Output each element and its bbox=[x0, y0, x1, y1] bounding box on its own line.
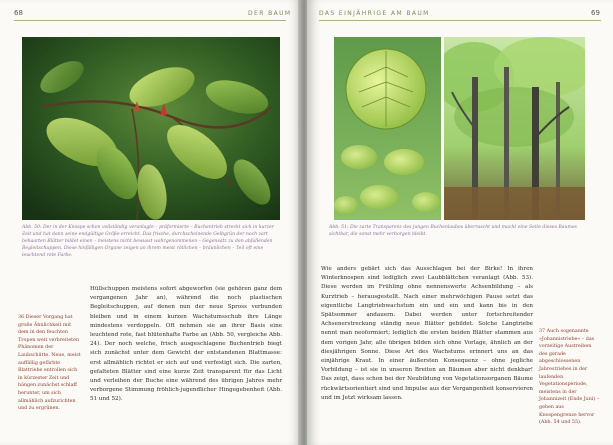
right-body-text bbox=[321, 265, 533, 403]
beech-forest-photo bbox=[444, 37, 585, 220]
right-page-number: 69 bbox=[591, 9, 600, 17]
left-body-paragraph: Hüllschuppen meistens sofort abgeworfen (sie gehören ganz dem vergangenen Jahr an), während die noch plastischen Begleitschuppen, auf denen nun der neue Spross verbunden bleiben und in einem kurzen Wachstumsschub ihre Länge mindestens verdoppeln. Oft nehmen sie an ihrer Basis eine leuchtend rote, fast blütenhafte Farbe an (Abb. 50, vergleiche Abb. 24). Der noch welche, frisch ausgeschlagene Buchentrieb biegt sich zunächst unter dem Gewicht der entstandenen Blattmasse: erst allmählich richtet er sich auf und verfestigt sich. Die zarten, gefalteten Blätter sind eine kurze Zeit transparent für das Licht und verleihen der Buche eine während des übrigen Jahres mehr verborgene Stimmung fröhlich-jugendlicher Hingegebenheit (Abb. 51 und 52). bbox=[90, 286, 282, 403]
right-margin-note: 37 Auch sogenannte »Johannistriebe« – das vorzeitige Austreiben des gerade abgeschlossenen Jahrestriebes in der laufenden Vegetationsperiode, meistens in der Johannizeit (Ende Juni) – gehen aus Knospengrenze hervor (Abb. 54 und 55). bbox=[539, 329, 600, 426]
transparent-beech-leaves-photo bbox=[334, 37, 441, 220]
left-page-number: 68 bbox=[14, 9, 23, 17]
right-page bbox=[307, 0, 613, 445]
left-photo-caption: Abb. 50: Der in der Knospe schon vollständig veranlagte – präformierte – Buchentrieb streckt sich in kurzer Zeit und hat dann seine endgültige Größe erreicht. Das frische, durchscheinende Gelbgrün der noch zart behaarten Blätter bildet einen – meistens nicht bewusst wahrgenommenen – Gegensatz zu den abfallenden Begleitschuppen. Diese hinfälligen Organe zeigen an ihrem meist rötlichen – bräunlichen – Teil oft eine leuchtend rote Farbe. bbox=[22, 225, 275, 258]
right-body-paragraph: Wie anders gebärt sich das Ausschlagen bei der Birke! In ihren Winterknospen sind lediglich zwei Laubblättchen veranlagt (Abb. 53). Diese werden im Frühling ohne nennenswerte Achsenbildung – als Kurztrieb – herausgestellt. Nach einer mehrwöchigen Pause setzt das eigentliche Langtriebwachstum ein und ein und kann bis in den Spätsommer andauern. Dabei werden unter fortschreitender Achsenerstreckung ständig neue Blätter gebildet. Solche Langtriebe nennt man neoformiert; lediglich die ersten beiden Blätter stammen aus dem vorigen Jahr, alle übrigen bilden sich ohne Vorlage, ähnlich an der diesjährigen Sonne. Diese Art des Wachstums erinnert uns an das einjährige Kraut. In einer äußersten Konsequenz – ohne jegliche Vorbildung – ist sie in unseren Breiten an Bäumen aber nicht denkbar! Das zeigt, dass schon bei der Neubildung von Vegetationsorganen Bäume rückwärtsorientiert sind und Impulse aus der Vergangenheit konservieren und im Jetzt wirksam lassen. bbox=[321, 266, 533, 401]
left-margin-note: 36 Dieser Vorgang hat große Ähnlichkeit mit dem in den feuchten Tropen weit verbreiteten Phänomen der Laubschütte. Neue, meist auffällig gefärbte Blattriebe entrollen sich in kürzester Zeit und hängen zunächst schlaff herunter, um sich allmählich aufzurichten und zu ergrünen. bbox=[18, 315, 81, 412]
left-running-head: DER BAUM bbox=[248, 10, 292, 17]
backlit-leaves-illustration bbox=[334, 37, 441, 220]
beech-forest-illustration bbox=[444, 37, 585, 220]
beech-twig-illustration bbox=[22, 37, 280, 220]
beech-twig-photo bbox=[22, 37, 280, 220]
right-header-rule bbox=[319, 20, 601, 21]
left-body-text bbox=[90, 285, 282, 405]
left-header-rule bbox=[14, 20, 286, 21]
left-page bbox=[0, 0, 302, 445]
right-photo-caption: Abb. 51: Die zarte Transparenz des jungen Buchenlaubes überrascht und macht eine Seite dieses Baumes sichtbar, die sonst mehr verborgen bleibt. bbox=[329, 225, 577, 237]
right-running-head: DAS EINJÄHRIGE AM BAUM bbox=[319, 10, 430, 17]
